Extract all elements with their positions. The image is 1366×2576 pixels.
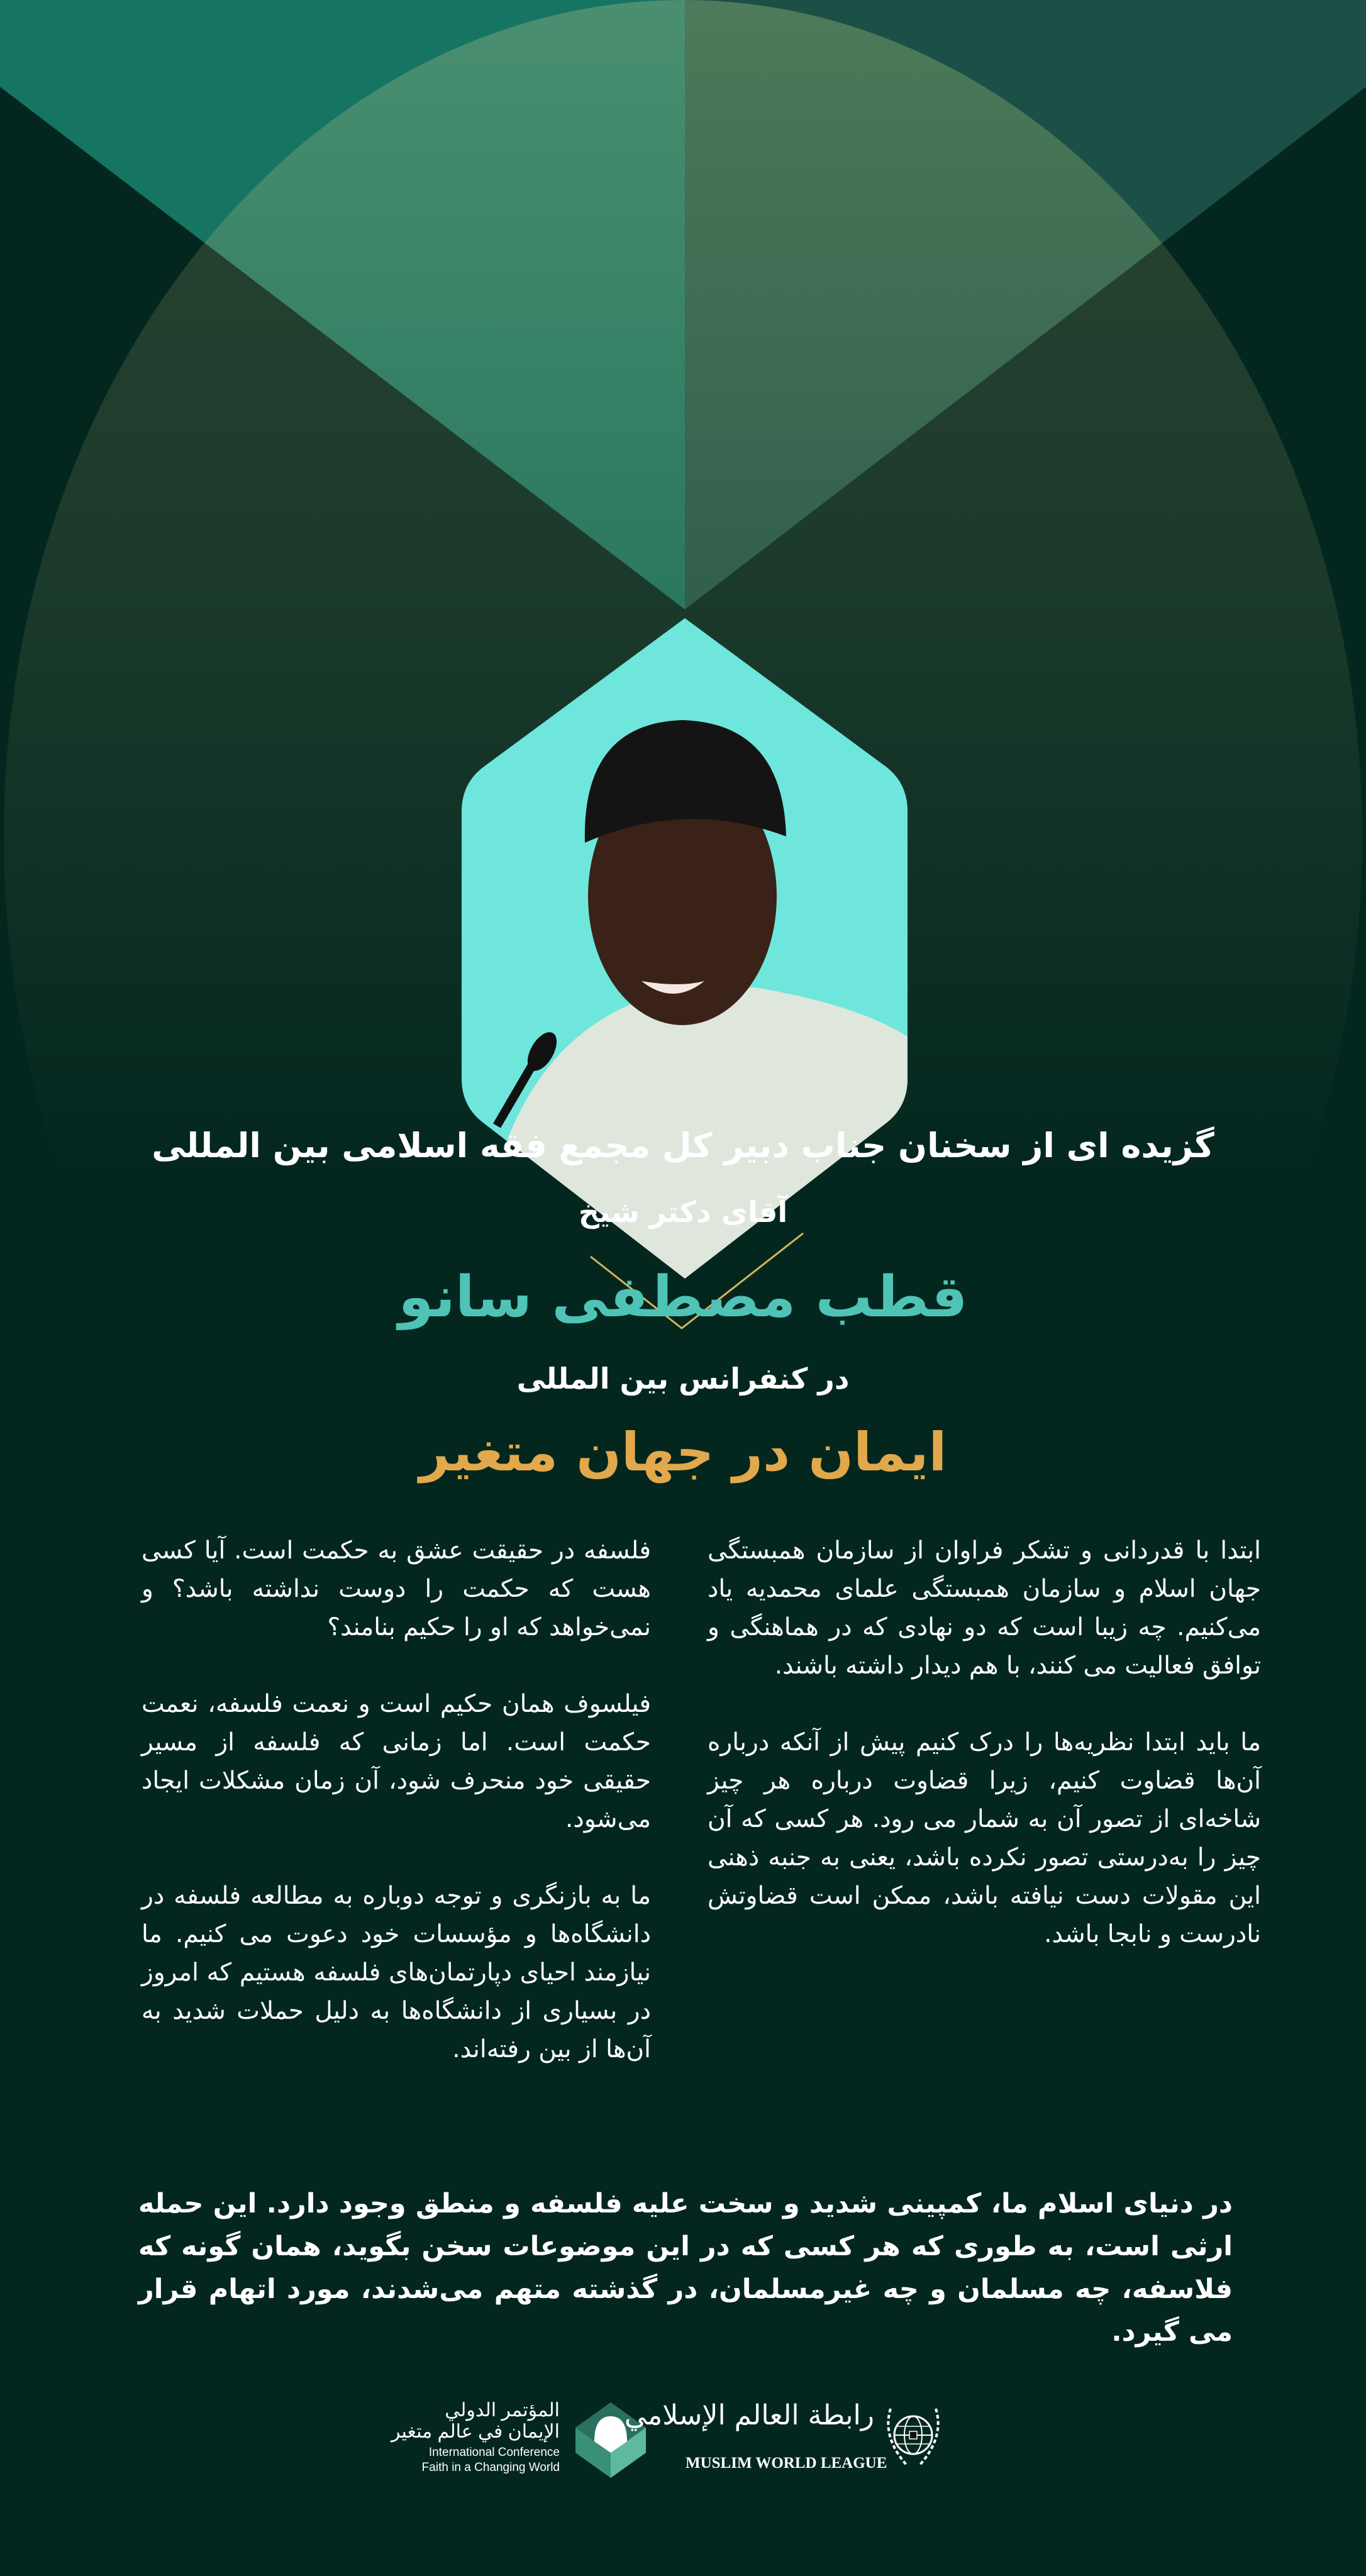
conference-logo-arabic-1: المؤتمر الدولي — [445, 2400, 560, 2421]
mwl-english-name: MUSLIM WORLD LEAGUE — [686, 2455, 887, 2472]
paragraph: فلسفه در حقیقت عشق به حکمت است. آیا کسی هست که حکمت را دوست نداشته باشد؟ و نمی‌خواهد که او را حکیم بنامند؟ — [142, 1536, 651, 1641]
conference-logo-arabic-2: الإيمان في عالم متغير — [391, 2421, 560, 2442]
globe-wreath-emblem-icon — [882, 2402, 945, 2472]
paragraph: ما باید ابتدا نظریه‌ها را درک کنیم پیش از آنکه درباره آن‌ها قضاوت کنیم، زیرا قضاوت درباره هر چیز شاخه‌ای از تصور آن به شمار می رود. هر کسی که آن چیز را به‌درستی تصور نکرده باشد، یعنی به جنبه ذهنی این مقولات دست نیافته باشد، ممکن است قضاوتش نادرست و نابجا باشد. — [708, 1728, 1261, 1948]
paragraph: فیلسوف همان حکیم است و نعمت فلسفه، نعمت حکمت است. اما زمانی که فلسفه از مسیر حقیقی خود منحرف شود، آن زمان مشکلات ایجاد می‌شود. — [142, 1690, 651, 1833]
right-column — [708, 1531, 1261, 1992]
conference-logo-english-2: Faith in a Changing World — [421, 2461, 560, 2474]
paragraph: ابتدا با قدردانی و تشکر فراوان از سازمان همبستگی جهان اسلام و سازمان همبستگی علمای محمدیه یاد می‌کنیم. چه زیبا است که دو نهادی که در هماهنگی و توافق فعالیت می کنند، با هم دیدار داشته باشند. — [708, 1536, 1261, 1680]
conference-logo-english-1: International Conference — [428, 2446, 560, 2459]
conference-prefix: در کنفرانس بین المللی — [516, 1362, 850, 1396]
paragraph: ما به بازنگری و توجه دوباره به مطالعه فلسفه در دانشگاه‌ها و مؤسسات خود دعوت می کنیم. ما نیازمند احیای دپارتمان‌های فلسفه هستیم که امروز در بسیاری از دانشگاه‌ها به دلیل حملات شدید به آن‌ها از بین رفته‌اند. — [142, 1882, 651, 2063]
conference-logo — [391, 2399, 654, 2481]
intro-heading: گزیده ای از سخنان جناب دبیر کل مجمع فقه اسلامی بین المللی — [152, 1126, 1214, 1165]
bottom-paragraph: در دنیای اسلام ما، کمپینی شدید و سخت علیه فلسفه و منطق وجود دارد. این حمله ارثی است، به طوری که هر کسی که در این موضوعات سخن بگوید، همان گونه که فلاسفه، چه مسلمان و چه غیرمسلمان، در گذشته متهم می‌شدند، مورد اتهام قرار می گیرد. — [138, 2188, 1233, 2348]
mwl-arabic-name: رابطة العالم الإسلامي — [624, 2399, 874, 2431]
mwl-logo — [624, 2399, 950, 2481]
conference-title: ایمان در جهان متغیر — [419, 1421, 947, 1483]
honorific: آقای دکتر شیخ — [578, 1195, 788, 1229]
left-column — [142, 1531, 651, 2107]
speaker-name: قطب مصطفی سانو — [398, 1264, 968, 1330]
